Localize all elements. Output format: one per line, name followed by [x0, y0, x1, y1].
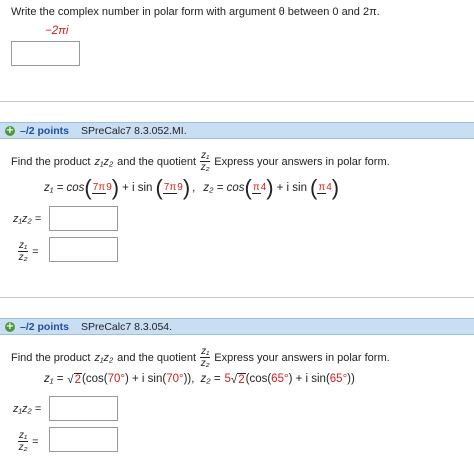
q2-prompt-a: Find the product — [11, 351, 91, 364]
q2-z2-angle: 65° — [271, 373, 289, 385]
q1-angle1b: 7π9 — [163, 182, 183, 193]
q1-prompt-fraction: $\frac{\text{z₁}}{\text{z₂}}$ — [200, 150, 210, 173]
q2-prompt — [11, 346, 390, 369]
q1-isin-1: + i sin — [122, 182, 153, 194]
q1-angle1: 7π9 — [92, 182, 112, 193]
q2-points: –/2 points — [20, 321, 70, 333]
q2-prompt-product: z₁z₂ — [94, 351, 114, 364]
expand-plus-icon[interactable]: + — [5, 321, 15, 332]
q1-prompt-a: Find the product — [11, 155, 91, 168]
q2-product-label: z₁z₂ = — [13, 403, 42, 415]
q2-header-bar — [0, 318, 474, 335]
q1-points: –/2 points — [20, 125, 70, 137]
q0-answer-input[interactable] — [11, 41, 80, 66]
q2-prompt-fraction: $\frac{\text{z₁}}{\text{z₂}}$ — [200, 346, 210, 369]
expand-plus-icon[interactable]: + — [5, 125, 15, 136]
q1-prompt-c: Express your answers in polar form. — [214, 155, 390, 168]
q1-prompt — [11, 150, 390, 173]
q2-source: SPreCalc7 8.3.054. — [81, 321, 173, 333]
q1-angle2: π4 — [252, 182, 267, 193]
q2-z1-sqrt: √2 — [67, 373, 82, 386]
q2-quotient-label: $\frac{\text{z₁}}{\text{z₂}}$ = — [18, 430, 39, 453]
q2-quotient-input[interactable] — [49, 427, 118, 452]
q1-product-input[interactable] — [49, 206, 118, 231]
q1-quotient-input[interactable] — [49, 237, 118, 262]
q1-given-values: z₁ = cos ( 7π9 ) + i sin ( 7π9 ) , z₂ = cos ( π4 ) + i sin ( π4 ) — [44, 175, 340, 200]
q2-z2-coef: 5 — [224, 373, 231, 385]
q2-prompt-c: Express your answers in polar form. — [214, 351, 390, 364]
q2-z1-angle: 70° — [107, 373, 125, 385]
q1-isin-2: + i sin — [276, 182, 307, 194]
divider — [0, 297, 474, 298]
q1-angle2b: π4 — [318, 182, 332, 193]
q1-product-label: z₁z₂ = — [13, 213, 42, 225]
q2-prompt-b: and the quotient — [117, 351, 197, 364]
q1-source: SPreCalc7 8.3.052.MI. — [81, 125, 187, 137]
q1-quotient-label: $\frac{\text{z₁}}{\text{z₂}}$ = — [18, 240, 39, 263]
q1-header-bar — [0, 122, 474, 139]
q2-given-values: z₁ = √2 (cos( 70° ) + i sin( 70° )), z₂ = 5 √2 (cos( 65° ) + i sin( 65° )) — [44, 373, 355, 386]
q2-product-input[interactable] — [49, 396, 118, 421]
divider — [0, 101, 474, 102]
q1-z2-label: z₂ = cos — [203, 182, 245, 194]
q2-z2-sqrt: √2 — [230, 373, 245, 386]
q0-expression: −2πi — [45, 25, 69, 37]
q1-z1-label: z₁ = cos — [44, 182, 85, 194]
q1-prompt-b: and the quotient — [117, 155, 197, 168]
q1-prompt-product: z₁z₂ — [94, 155, 114, 168]
q0-prompt: Write the complex number in polar form with argument θ between 0 and 2π. — [11, 6, 380, 18]
